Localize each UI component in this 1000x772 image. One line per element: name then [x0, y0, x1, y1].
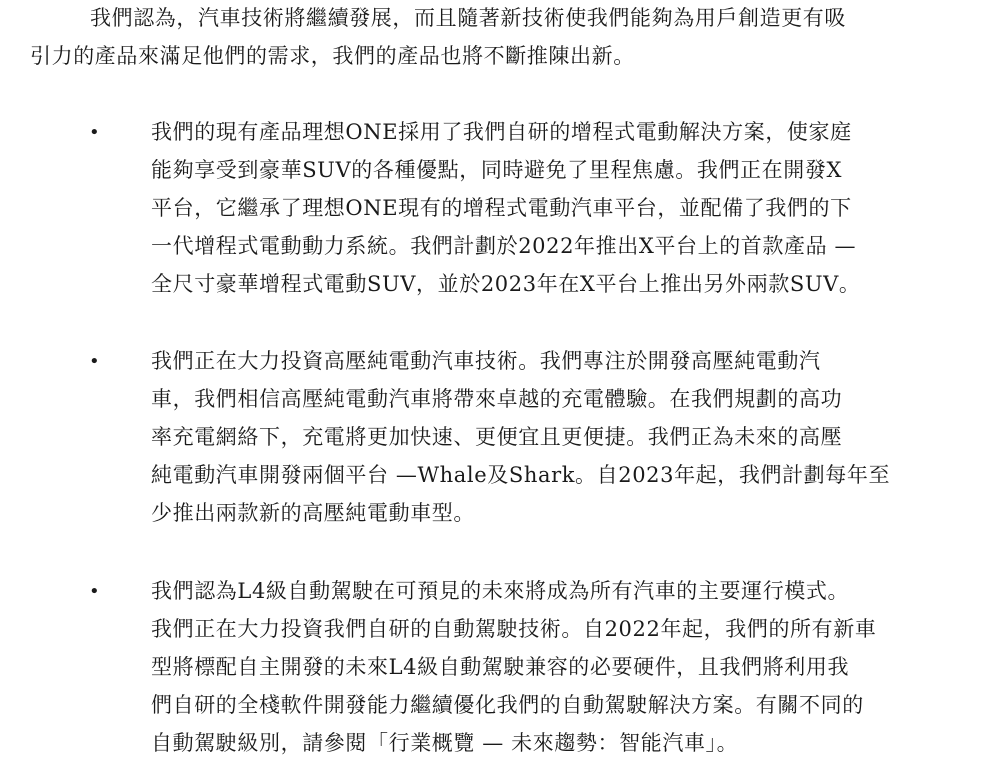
bullet-3-line-5: 自動駕駛級別，請參閱「行業概覽 — 未來趨勢：智能汽車」。 — [151, 731, 739, 755]
bullet-2-line-2: 車，我們相信高壓純電動汽車將帶來卓越的充電體驗。在我們規劃的高功 — [151, 387, 843, 411]
bullet-2-line-3: 率充電網絡下，充電將更加快速、更便宜且更便捷。我們正為未來的高壓 — [151, 425, 843, 449]
bullet-1-line-4: 一代增程式電動動力系統。我們計劃於2022年推出X平台上的首款產品 — — [151, 234, 857, 258]
bullet-1-line-2: 能夠享受到豪華SUV的各種優點，同時避免了里程焦慮。我們正在開發X — [151, 158, 842, 182]
bullet-marker: • — [89, 351, 100, 372]
bullet-marker: • — [89, 581, 100, 602]
bullet-1-line-1: 我們的現有產品理想ONE採用了我們自研的增程式電動解決方案，使家庭 — [151, 120, 852, 144]
bullet-3-line-3: 型將標配自主開發的未來L4級自動駕駛兼容的必要硬件，且我們將利用我 — [151, 655, 850, 679]
intro-line-1: 我們認為，汽車技術將繼續發展，而且隨著新技術使我們能夠為用戶創造更有吸 — [90, 6, 846, 30]
bullet-2-line-4: 純電動汽車開發兩個平台 —Whale及Shark。自2023年起，我們計劃每年至 — [151, 463, 891, 487]
bullet-marker: • — [89, 122, 100, 143]
bullet-2-line-1: 我們正在大力投資高壓純電動汽車技術。我們專注於開發高壓純電動汽 — [151, 349, 821, 373]
bullet-3-line-4: 們自研的全棧軟件開發能力繼續優化我們的自動駕駛解決方案。有關不同的 — [151, 693, 864, 717]
intro-line-2: 引力的產品來滿足他們的需求，我們的產品也將不斷推陳出新。 — [30, 44, 635, 68]
bullet-1-line-3: 平台，它繼承了理想ONE現有的增程式電動汽車平台，並配備了我們的下 — [151, 196, 852, 220]
bullet-3-line-1: 我們認為L4級自動駕駛在可預見的未來將成為所有汽車的主要運行模式。 — [151, 579, 850, 603]
bullet-3-line-2: 我們正在大力投資我們自研的自動駕駛技術。自2022年起，我們的所有新車 — [151, 617, 877, 641]
bullet-1-line-5: 全尺寸豪華增程式電動SUV，並於2023年在X平台上推出另外兩款SUV。 — [151, 272, 861, 296]
bullet-2-line-5: 少推出兩款新的高壓純電動車型。 — [151, 501, 475, 525]
